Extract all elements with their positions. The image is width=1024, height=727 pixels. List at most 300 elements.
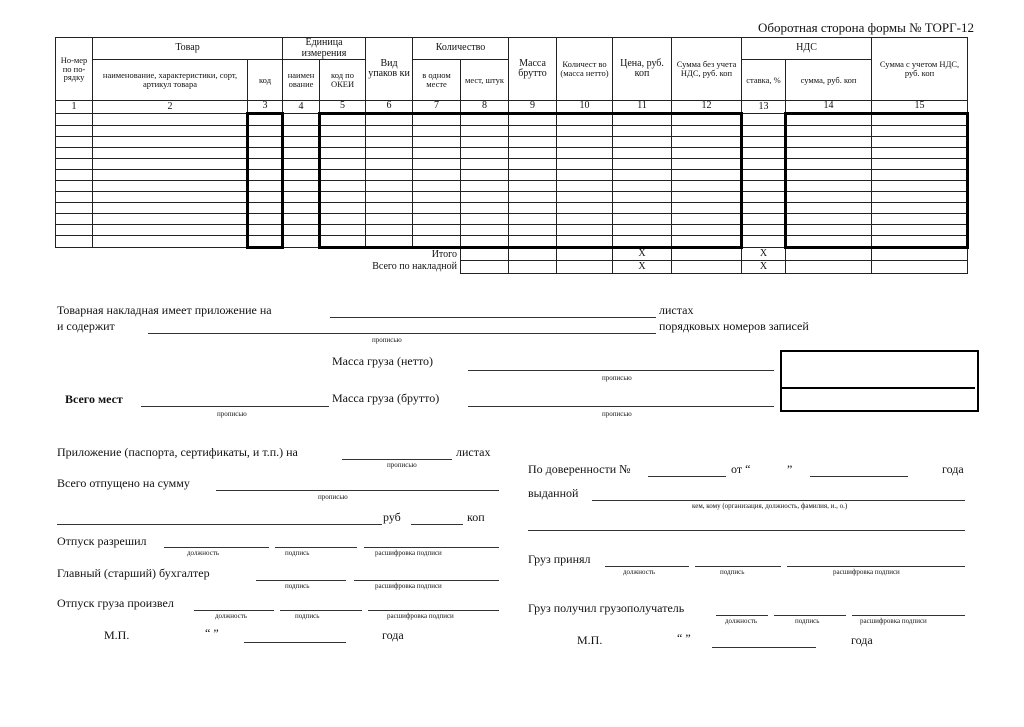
table-cell[interactable] [283, 148, 320, 159]
table-cell[interactable] [56, 148, 93, 159]
table-cell[interactable] [509, 261, 557, 274]
header-okei: код по ОКЕИ [320, 60, 366, 101]
proxy-from-label: от “ [731, 462, 751, 476]
sum-words-field[interactable] [57, 524, 382, 525]
table-cell[interactable] [613, 114, 672, 126]
issued-field[interactable] [592, 500, 965, 501]
table-cell[interactable] [283, 225, 320, 236]
table-cell[interactable] [613, 236, 672, 248]
kop-field[interactable] [411, 524, 463, 525]
table-cell[interactable] [742, 203, 786, 214]
table-cell[interactable] [56, 137, 93, 148]
table-cell[interactable] [872, 203, 968, 214]
caption: подпись [295, 612, 320, 620]
x-mark: X [613, 261, 672, 274]
table-cell[interactable] [248, 181, 283, 192]
header-goods-name: наименование, характеристики, сорт, артикул товара [93, 60, 248, 101]
table-cell[interactable] [366, 159, 413, 170]
appendix-sheets-field[interactable] [330, 317, 656, 318]
table-cell[interactable] [320, 159, 366, 170]
year-label: года [382, 628, 404, 642]
table-cell[interactable] [413, 181, 461, 192]
table-cell[interactable] [786, 236, 872, 248]
table-cell[interactable] [786, 137, 872, 148]
table-cell[interactable] [613, 170, 672, 181]
table-cell[interactable] [509, 137, 557, 148]
table-cell[interactable] [672, 170, 742, 181]
records-field[interactable] [148, 333, 656, 334]
table-cell[interactable] [283, 114, 320, 126]
table-cell[interactable] [672, 159, 742, 170]
table-cell[interactable] [56, 114, 93, 126]
gross-mass-label: Масса груза (брутто) [332, 391, 440, 405]
table-cell[interactable] [509, 181, 557, 192]
table-cell[interactable] [742, 236, 786, 248]
x-mark: X [613, 248, 672, 261]
table-cell[interactable] [509, 203, 557, 214]
col-number: 11 [613, 101, 672, 114]
cargo-received-label: Груз получил грузополучатель [528, 601, 685, 615]
table-cell[interactable] [461, 236, 509, 248]
table-cell[interactable] [557, 137, 613, 148]
records-label: порядковых номеров записей [659, 319, 809, 333]
table-cell[interactable] [413, 137, 461, 148]
table-cell[interactable] [366, 114, 413, 126]
table-cell[interactable] [56, 170, 93, 181]
table-cell[interactable] [786, 159, 872, 170]
table-cell[interactable] [872, 248, 968, 261]
table-cell[interactable] [283, 126, 320, 137]
table-cell[interactable] [56, 214, 93, 225]
decoding-field[interactable] [852, 615, 965, 616]
table-cell[interactable] [786, 148, 872, 159]
table-cell[interactable] [613, 225, 672, 236]
table-cell[interactable] [248, 137, 283, 148]
header-unit: Единица измерения [283, 38, 366, 60]
table-cell[interactable] [672, 225, 742, 236]
table-cell[interactable] [461, 192, 509, 203]
table-cell[interactable] [509, 192, 557, 203]
table-cell[interactable] [742, 148, 786, 159]
table-cell[interactable] [320, 114, 366, 126]
table-cell[interactable] [93, 126, 248, 137]
caption: подпись [720, 568, 745, 576]
table-cell[interactable] [283, 181, 320, 192]
table-cell[interactable] [283, 170, 320, 181]
col-number: 10 [557, 101, 613, 114]
col-number: 15 [872, 101, 968, 114]
table-cell[interactable] [461, 148, 509, 159]
signature-field[interactable] [256, 580, 346, 581]
position-field[interactable] [194, 610, 274, 611]
table-cell[interactable] [872, 236, 968, 248]
table-cell[interactable] [786, 248, 872, 261]
table-cell[interactable] [93, 236, 248, 248]
table-cell[interactable] [872, 214, 968, 225]
table-cell[interactable] [366, 170, 413, 181]
table-cell[interactable] [413, 126, 461, 137]
table-cell[interactable] [786, 203, 872, 214]
table-cell[interactable] [557, 114, 613, 126]
table-cell[interactable] [613, 181, 672, 192]
position-field[interactable] [605, 566, 689, 567]
table-cell[interactable] [786, 181, 872, 192]
table-cell[interactable] [872, 137, 968, 148]
table-cell[interactable] [56, 159, 93, 170]
table-cell[interactable] [461, 170, 509, 181]
date-quotes: “ ” [205, 626, 219, 640]
stamp-label: М.П. [104, 628, 130, 642]
released-sum-field[interactable] [216, 490, 499, 491]
gross-mass-field[interactable] [468, 406, 774, 407]
table-cell[interactable] [557, 126, 613, 137]
header-gross: Масса брутто [509, 38, 557, 101]
table-cell[interactable] [93, 170, 248, 181]
caption: должность [187, 549, 220, 557]
table-cell[interactable] [283, 192, 320, 203]
table-cell[interactable] [366, 214, 413, 225]
table-cell[interactable] [248, 236, 283, 248]
table-cell[interactable] [557, 214, 613, 225]
table-cell[interactable] [248, 148, 283, 159]
caption: расшифровка подписи [387, 612, 454, 620]
col-number: 2 [93, 101, 248, 114]
table-cell[interactable] [56, 181, 93, 192]
table-row [56, 170, 968, 181]
table-cell[interactable] [872, 225, 968, 236]
table-cell[interactable] [786, 214, 872, 225]
header-vat-sum: сумма, руб. коп [786, 60, 872, 101]
table-cell[interactable] [320, 203, 366, 214]
table-cell[interactable] [56, 192, 93, 203]
table-cell[interactable] [320, 170, 366, 181]
table-cell[interactable] [366, 181, 413, 192]
table-cell[interactable] [613, 192, 672, 203]
table-cell[interactable] [93, 114, 248, 126]
table-cell[interactable] [320, 214, 366, 225]
col-number: 6 [366, 101, 413, 114]
table-cell[interactable] [509, 248, 557, 261]
table-cell[interactable] [557, 192, 613, 203]
table-cell[interactable] [672, 192, 742, 203]
table-cell[interactable] [672, 126, 742, 137]
col-number: 5 [320, 101, 366, 114]
table-cell[interactable] [786, 114, 872, 126]
table-cell[interactable] [613, 126, 672, 137]
table-cell[interactable] [509, 126, 557, 137]
decoding-field[interactable] [364, 547, 499, 548]
table-row [56, 114, 968, 126]
table-cell[interactable] [872, 159, 968, 170]
col-number: 14 [786, 101, 872, 114]
table-cell[interactable] [366, 137, 413, 148]
header-vat-rate: ставка, % [742, 60, 786, 101]
year-label: года [851, 633, 873, 647]
total-places-field[interactable] [141, 406, 329, 407]
appendix-label: Товарная накладная имеет приложение на [57, 303, 272, 317]
table-cell[interactable] [557, 148, 613, 159]
table-cell[interactable] [509, 225, 557, 236]
header-goods: Товар [93, 38, 283, 60]
proxy-label: По доверенности № [528, 462, 631, 476]
table-cell[interactable] [872, 126, 968, 137]
released-sum-label: Всего отпущено на сумму [57, 476, 190, 490]
table-cell[interactable] [461, 181, 509, 192]
table-cell[interactable] [461, 261, 509, 274]
table-cell[interactable] [509, 148, 557, 159]
caption: прописью [602, 410, 632, 418]
table-cell[interactable] [672, 203, 742, 214]
table-cell[interactable] [613, 214, 672, 225]
table-cell[interactable] [283, 236, 320, 248]
table-cell[interactable] [413, 203, 461, 214]
table-cell[interactable] [509, 114, 557, 126]
table-cell[interactable] [320, 225, 366, 236]
table-cell[interactable] [248, 192, 283, 203]
table-cell[interactable] [557, 225, 613, 236]
contains-label: и содержит [57, 319, 115, 333]
table-cell[interactable] [413, 192, 461, 203]
table-cell[interactable] [283, 137, 320, 148]
date-quotes: “ ” [677, 631, 691, 645]
table-cell[interactable] [248, 159, 283, 170]
table-cell[interactable] [872, 114, 968, 126]
table-cell[interactable] [742, 159, 786, 170]
form-title: Оборотная сторона формы № ТОРГ-12 [757, 20, 974, 35]
table-cell[interactable] [413, 170, 461, 181]
table-cell[interactable] [461, 248, 509, 261]
table-cell[interactable] [93, 225, 248, 236]
table-cell[interactable] [56, 126, 93, 137]
table-cell[interactable] [461, 225, 509, 236]
table-cell[interactable] [320, 137, 366, 148]
cargo-accepted-label: Груз принял [528, 552, 591, 566]
signature-field[interactable] [275, 547, 357, 548]
table-cell[interactable] [742, 126, 786, 137]
table-cell[interactable] [786, 126, 872, 137]
chief-accountant-label: Главный (старший) бухгалтер [57, 566, 210, 580]
table-cell[interactable] [672, 181, 742, 192]
table-cell[interactable] [742, 114, 786, 126]
attachments-field[interactable] [342, 459, 452, 460]
table-cell[interactable] [509, 236, 557, 248]
table-cell[interactable] [413, 159, 461, 170]
net-mass-field[interactable] [468, 370, 774, 371]
caption: подпись [795, 617, 820, 625]
table-cell[interactable] [672, 214, 742, 225]
table-cell[interactable] [872, 261, 968, 274]
rub-label: руб [383, 510, 401, 524]
table-cell[interactable] [93, 159, 248, 170]
caption: должность [623, 568, 656, 576]
proxy-date-field[interactable] [810, 476, 908, 477]
table-cell[interactable] [461, 159, 509, 170]
table-row [56, 225, 968, 236]
table-cell[interactable] [461, 114, 509, 126]
table-cell[interactable] [366, 225, 413, 236]
table-cell[interactable] [786, 225, 872, 236]
vsego-label: Всего по накладной [56, 261, 461, 274]
table-cell[interactable] [366, 126, 413, 137]
table-cell[interactable] [557, 170, 613, 181]
col-number: 1 [56, 101, 93, 114]
table-cell[interactable] [366, 148, 413, 159]
col-number: 13 [742, 101, 786, 114]
table-cell[interactable] [320, 148, 366, 159]
table-cell[interactable] [742, 181, 786, 192]
caption: кем, кому (организация, должность, фамилия, и., о.) [692, 502, 848, 510]
table-cell[interactable] [93, 137, 248, 148]
decoding-field[interactable] [368, 610, 499, 611]
issued-field-2[interactable] [528, 530, 965, 531]
table-cell[interactable] [557, 236, 613, 248]
decoding-field[interactable] [787, 566, 965, 567]
release-allowed-label: Отпуск разрешил [57, 534, 147, 548]
table-cell[interactable] [248, 203, 283, 214]
table-cell[interactable] [320, 126, 366, 137]
table-cell[interactable] [366, 203, 413, 214]
table-cell[interactable] [461, 137, 509, 148]
caption: прописью [217, 410, 247, 418]
table-cell[interactable] [248, 114, 283, 126]
caption: расшифровка подписи [860, 617, 927, 625]
table-row [56, 159, 968, 170]
table-cell[interactable] [248, 126, 283, 137]
proxy-number-field[interactable] [648, 476, 726, 477]
decoding-field[interactable] [354, 580, 499, 581]
table-cell[interactable] [283, 159, 320, 170]
header-num: Но-мер по по-рядку [56, 38, 93, 101]
table-cell[interactable] [557, 248, 613, 261]
table-cell[interactable] [613, 137, 672, 148]
table-cell[interactable] [413, 148, 461, 159]
table-cell[interactable] [93, 192, 248, 203]
table-cell[interactable] [509, 170, 557, 181]
table-row [56, 236, 968, 248]
total-places-label: Всего мест [65, 392, 123, 406]
table-row [56, 214, 968, 225]
table-cell[interactable] [672, 114, 742, 126]
table-cell[interactable] [613, 148, 672, 159]
table-cell[interactable] [613, 159, 672, 170]
table-cell[interactable] [56, 203, 93, 214]
table-cell[interactable] [461, 126, 509, 137]
table-cell[interactable] [557, 203, 613, 214]
signature-field[interactable] [695, 566, 781, 567]
table-cell[interactable] [461, 214, 509, 225]
table-cell[interactable] [509, 159, 557, 170]
header-pack: Вид упаков ки [366, 38, 413, 101]
mass-box [780, 350, 979, 412]
position-field[interactable] [716, 615, 768, 616]
table-cell[interactable] [93, 214, 248, 225]
attachments-label: Приложение (паспорта, сертификаты, и т.п.) на [57, 445, 298, 459]
signature-field[interactable] [280, 610, 362, 611]
table-cell[interactable] [872, 192, 968, 203]
table-cell[interactable] [320, 236, 366, 248]
col-number: 7 [413, 101, 461, 114]
table-cell[interactable] [56, 236, 93, 248]
table-cell[interactable] [320, 192, 366, 203]
date-field[interactable] [712, 647, 816, 648]
table-cell[interactable] [872, 170, 968, 181]
table-cell[interactable] [872, 181, 968, 192]
col-number: 9 [509, 101, 557, 114]
table-cell[interactable] [93, 181, 248, 192]
table-cell[interactable] [248, 170, 283, 181]
sheets-label: листах [456, 445, 491, 459]
table-body [56, 114, 968, 248]
caption: расшифровка подписи [375, 549, 442, 557]
proxy-quote-close: ” [787, 462, 793, 476]
table-cell[interactable] [283, 203, 320, 214]
table-cell[interactable] [461, 203, 509, 214]
table-row [56, 126, 968, 137]
table-cell[interactable] [672, 148, 742, 159]
table-cell[interactable] [786, 170, 872, 181]
table-cell[interactable] [509, 214, 557, 225]
table-row [56, 181, 968, 192]
table-cell[interactable] [413, 114, 461, 126]
table-cell[interactable] [672, 261, 742, 274]
table-cell[interactable] [557, 159, 613, 170]
table-cell[interactable] [413, 225, 461, 236]
caption: подпись [285, 582, 310, 590]
caption: расшифровка подписи [375, 582, 442, 590]
table-cell[interactable] [283, 214, 320, 225]
table-cell[interactable] [613, 203, 672, 214]
caption: прописью [372, 336, 402, 344]
table-cell[interactable] [56, 225, 93, 236]
table-cell[interactable] [557, 181, 613, 192]
table-cell[interactable] [742, 214, 786, 225]
table-cell[interactable] [672, 137, 742, 148]
table-cell[interactable] [742, 225, 786, 236]
table-cell[interactable] [742, 192, 786, 203]
header-qty-per: в одном месте [413, 60, 461, 101]
caption: прописью [387, 461, 417, 469]
signature-field[interactable] [774, 615, 846, 616]
table-cell[interactable] [742, 137, 786, 148]
col-number: 4 [283, 101, 320, 114]
mass-box-divider [782, 387, 975, 389]
header-vat: НДС [742, 38, 872, 60]
table-cell[interactable] [786, 192, 872, 203]
table-cell[interactable] [413, 214, 461, 225]
table-cell[interactable] [872, 148, 968, 159]
position-field[interactable] [164, 547, 269, 548]
table-cell[interactable] [672, 236, 742, 248]
table-cell[interactable] [366, 236, 413, 248]
table-cell[interactable] [320, 181, 366, 192]
itogo-label: Итого [56, 248, 461, 261]
table-cell[interactable] [248, 225, 283, 236]
table-cell[interactable] [248, 214, 283, 225]
header-price: Цена, руб. коп [613, 38, 672, 101]
header-sum-wo-vat: Сумма без учета НДС, руб. коп [672, 38, 742, 101]
date-field[interactable] [244, 642, 346, 643]
table-cell[interactable] [93, 203, 248, 214]
table-cell[interactable] [557, 261, 613, 274]
table-row [56, 203, 968, 214]
table-cell[interactable] [366, 192, 413, 203]
table-cell[interactable] [672, 248, 742, 261]
table-cell[interactable] [742, 170, 786, 181]
table-cell[interactable] [786, 261, 872, 274]
header-unit-name: наимен ование [283, 60, 320, 101]
table-cell[interactable] [413, 236, 461, 248]
table-cell[interactable] [93, 148, 248, 159]
